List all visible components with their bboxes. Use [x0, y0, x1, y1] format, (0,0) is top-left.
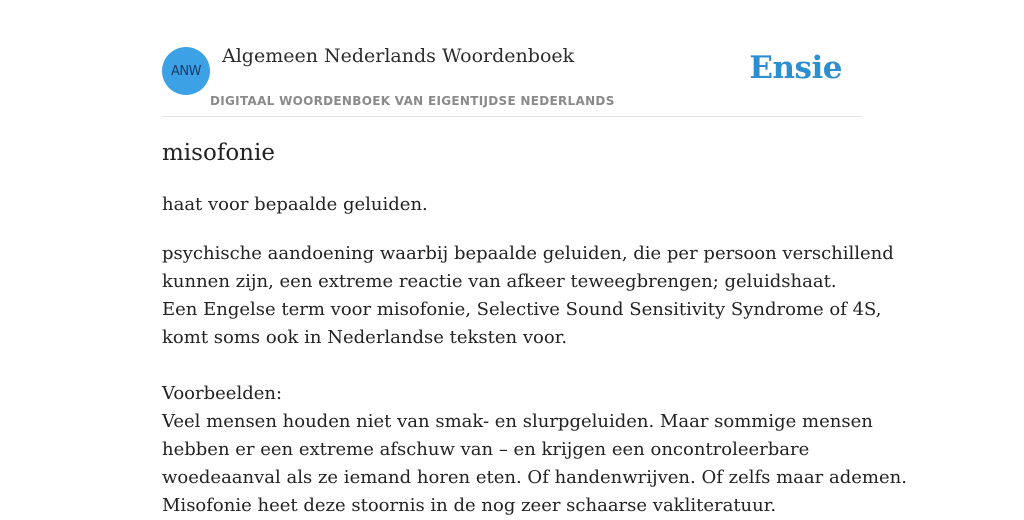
example-line: woedeaanval als ze iemand horen eten. Of handenwrijven. Of zelfs maar ademen.	[162, 467, 907, 488]
entry-body	[162, 240, 907, 520]
definition-line: komt soms ook in Nederlandse teksten voor.	[162, 327, 568, 348]
example-line: Misofonie heet deze stoornis in de nog zeer schaarse vakliteratuur.	[162, 495, 777, 516]
page	[162, 0, 907, 516]
site-title[interactable]: Algemeen Nederlands Woordenboek	[222, 45, 575, 67]
entry-headword: misofonie	[162, 140, 275, 166]
site-header	[162, 0, 862, 117]
example-line: Veel mensen houden niet van smak- en slurpgeluiden. Maar sommige mensen	[162, 411, 873, 432]
definition-line: psychische aandoening waarbij bepaalde geluiden, die per persoon verschillend	[162, 243, 894, 264]
ensie-brand-logo[interactable]: Ensie	[749, 50, 842, 86]
short-definition: haat voor bepaalde geluiden.	[162, 194, 428, 215]
examples-label: Voorbeelden:	[162, 383, 283, 404]
site-subtitle: DIGITAAL WOORDENBOEK VAN EIGENTIJDSE NEDERLANDS	[210, 94, 615, 108]
anw-logo[interactable]	[162, 47, 210, 95]
example-line: hebben er een extreme afschuw van – en krijgen een oncontroleerbare	[162, 439, 810, 460]
logo-text: ANW	[171, 63, 201, 79]
definition-line: kunnen zijn, een extreme reactie van afkeer teweegbrengen; geluidshaat.	[162, 271, 837, 292]
definition-line: Een Engelse term voor misofonie, Selective Sound Sensitivity Syndrome of 4S,	[162, 299, 882, 320]
paragraph-spacer	[162, 352, 862, 380]
